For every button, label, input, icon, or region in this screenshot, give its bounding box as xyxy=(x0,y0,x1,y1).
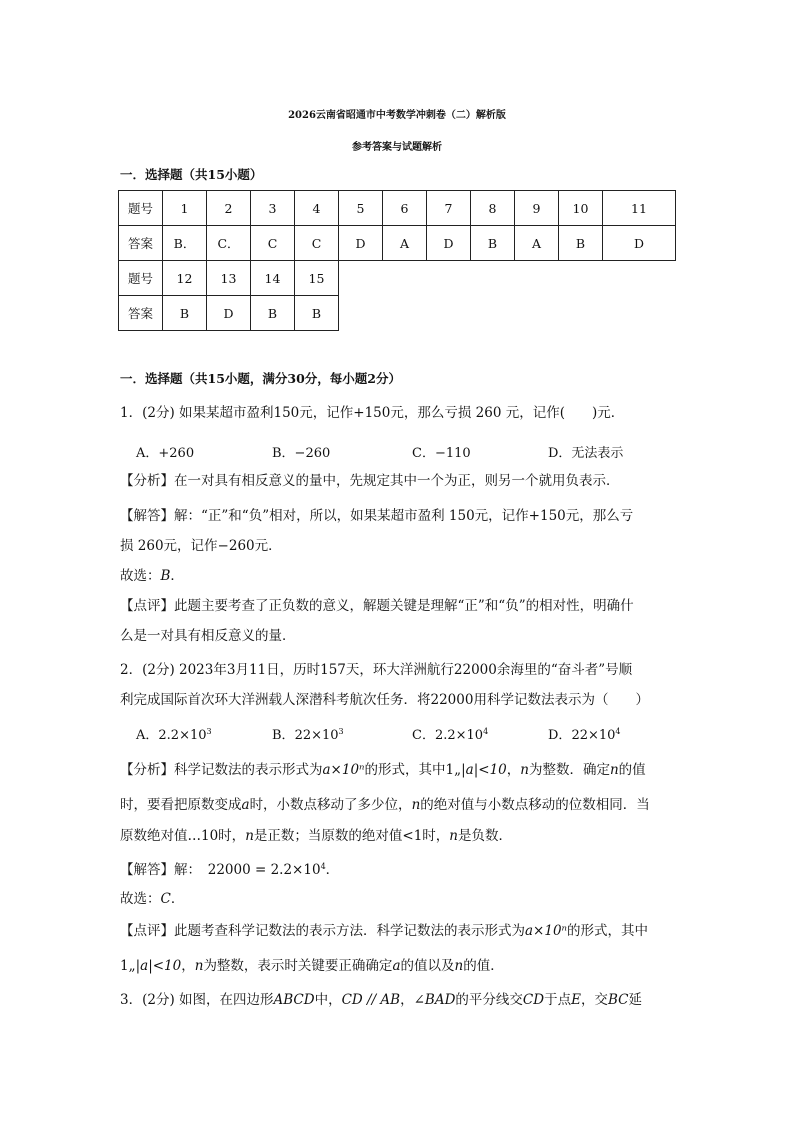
row-label: 题号 xyxy=(119,261,163,296)
math-expression: CD // AB xyxy=(341,992,401,1008)
row-label: 题号 xyxy=(119,191,163,226)
math-expression: |a|<10 xyxy=(461,762,507,778)
math-variable: n xyxy=(520,762,529,778)
table-cell: 1 xyxy=(163,191,207,226)
table-row xyxy=(119,296,339,331)
table-cell: B xyxy=(471,226,515,261)
question-2-comment: 【点评】此题考查科学记数法的表示方法．科学记数法的表示形式为a×10ⁿ的形式，其中 xyxy=(120,923,649,939)
table-cell: A xyxy=(383,226,427,261)
math-expression: ∠BAD xyxy=(413,992,456,1008)
math-expression: a×10ⁿ xyxy=(322,762,365,778)
question-1-solution: 【解答】解：“正”和“负”相对，所以，如果某超市盈利 150元，记作+150元，那么亏 xyxy=(120,508,634,524)
table-cell: D xyxy=(339,226,383,261)
question-1-option-a: A．+260 xyxy=(136,446,195,461)
table-row xyxy=(119,261,339,296)
answer-table xyxy=(118,190,676,261)
table-cell: C． xyxy=(207,226,251,261)
table-cell: C xyxy=(251,226,295,261)
table-cell: C xyxy=(295,226,339,261)
table-cell: 14 xyxy=(251,261,295,296)
question-2-stem: 2．(2分) 2023年3月11日，历时157天，环大洋洲航行22000余海里的“奋斗者”号顺 xyxy=(120,662,633,678)
math-variable: n xyxy=(454,958,464,974)
question-1-option-c: C．−110 xyxy=(412,446,471,461)
table-cell: 5 xyxy=(339,191,383,226)
math-expression: ABCD xyxy=(273,992,315,1008)
math-variable: n xyxy=(411,797,421,813)
question-1-comment: 【点评】此题主要考查了正负数的意义，解题关键是理解“正”和“负”的相对性，明确什 xyxy=(120,598,634,614)
math-variable: E xyxy=(571,992,581,1008)
row-label: 答案 xyxy=(119,226,163,261)
question-2-analysis: 【分析】科学记数法的表示形式为a×10ⁿ的形式，其中1„|a|<10，n为整数．确定n的值 xyxy=(120,762,646,778)
row-label: 答案 xyxy=(119,296,163,331)
table-cell: B xyxy=(295,296,339,331)
table-cell: A xyxy=(515,226,559,261)
question-1-choice: 故选：B． xyxy=(120,568,184,584)
question-1-analysis: 【分析】在一对具有相反意义的量中，先规定其中一个为正，则另一个就用负表示． xyxy=(120,473,620,489)
math-variable: n xyxy=(609,762,619,778)
question-2-choice: 故选：C． xyxy=(120,891,185,907)
math-variable: a xyxy=(241,797,250,813)
question-2-stem-cont: 利完成国际首次环大洋洲载人深潜科考航次任务．将22000用科学记数法表示为（ ） xyxy=(120,692,649,708)
question-2-analysis-end: 原数绝对值…10时，n是正数；当原数的绝对值<1时，n是负数． xyxy=(120,828,512,844)
question-1-option-d: D．无法表示 xyxy=(548,446,624,461)
question-2-option-a: A．$2.2\times 10^3$ xyxy=(136,727,212,743)
table-cell: 6 xyxy=(383,191,427,226)
answer-table-continued xyxy=(118,260,339,331)
table-cell: B xyxy=(559,226,603,261)
question-1-option-b: B．−260 xyxy=(272,446,331,461)
table-cell: B xyxy=(163,296,207,331)
math-expression: CD xyxy=(522,992,545,1008)
question-2-option-b: B．$22\times 10^3$ xyxy=(272,727,344,743)
table-cell: 15 xyxy=(295,261,339,296)
choice-letter: B xyxy=(160,568,171,584)
math-variable: n xyxy=(194,958,204,974)
table-cell: D xyxy=(603,226,676,261)
table-row xyxy=(119,226,676,261)
question-2-option-d: D．$22\times 10^4$ xyxy=(548,727,621,743)
table-cell: 9 xyxy=(515,191,559,226)
table-cell: 3 xyxy=(251,191,295,226)
table-cell: 7 xyxy=(427,191,471,226)
math-expression: a×10ⁿ xyxy=(525,923,568,939)
question-2-comment-cont: 1„|a|<10，n为整数，表示时关键要正确确定a的值以及n的值． xyxy=(120,958,504,974)
table-cell: D xyxy=(207,296,251,331)
question-2-option-c: C．$2.2\times 10^4$ xyxy=(412,727,489,743)
section-heading: 一．选择题（共15小题） xyxy=(120,167,263,182)
question-1-stem: 1．(2分) 如果某超市盈利150元，记作+150元，那么亏损 260 元，记作( )元． xyxy=(120,405,625,421)
document-title: 2026云南省昭通市中考数学冲刺卷（二）解析版 xyxy=(288,110,506,121)
table-cell: D xyxy=(427,226,471,261)
document-subtitle: 参考答案与试题解析 xyxy=(352,142,442,153)
section-heading-scored: 一．选择题（共15小题，满分30分，每小题2分） xyxy=(120,371,401,386)
math-variable: n xyxy=(449,828,458,844)
question-3-stem: 3．(2分) 如图，在四边形ABCD中，CD // AB，∠BAD的平分线交CD于点E，交BC延 xyxy=(120,992,642,1008)
question-1-solution-cont: 损 260元，记作−260元． xyxy=(120,538,282,554)
table-cell: 12 xyxy=(163,261,207,296)
table-cell: B． xyxy=(163,226,207,261)
table-row xyxy=(119,191,676,226)
question-1-comment-cont: 么是一对具有相反意义的量． xyxy=(120,628,296,644)
question-2-solution: 【解答】解： $22000 = 2.2\times 10^4$． xyxy=(120,862,340,878)
table-cell: 4 xyxy=(295,191,339,226)
math-variable: a xyxy=(392,958,401,974)
question-2-analysis-cont: 时，要看把原数变成a时，小数点移动了多少位，n的绝对值与小数点移动的位数相同．当 xyxy=(120,797,650,813)
table-cell: 2 xyxy=(207,191,251,226)
table-cell: 11 xyxy=(603,191,676,226)
table-cell: 10 xyxy=(559,191,603,226)
math-expression: |a|<10 xyxy=(135,958,182,974)
table-cell: B xyxy=(251,296,295,331)
math-variable: n xyxy=(245,828,254,844)
choice-letter: C xyxy=(160,891,171,907)
table-cell: 13 xyxy=(207,261,251,296)
math-expression: BC xyxy=(607,992,629,1008)
table-cell: 8 xyxy=(471,191,515,226)
